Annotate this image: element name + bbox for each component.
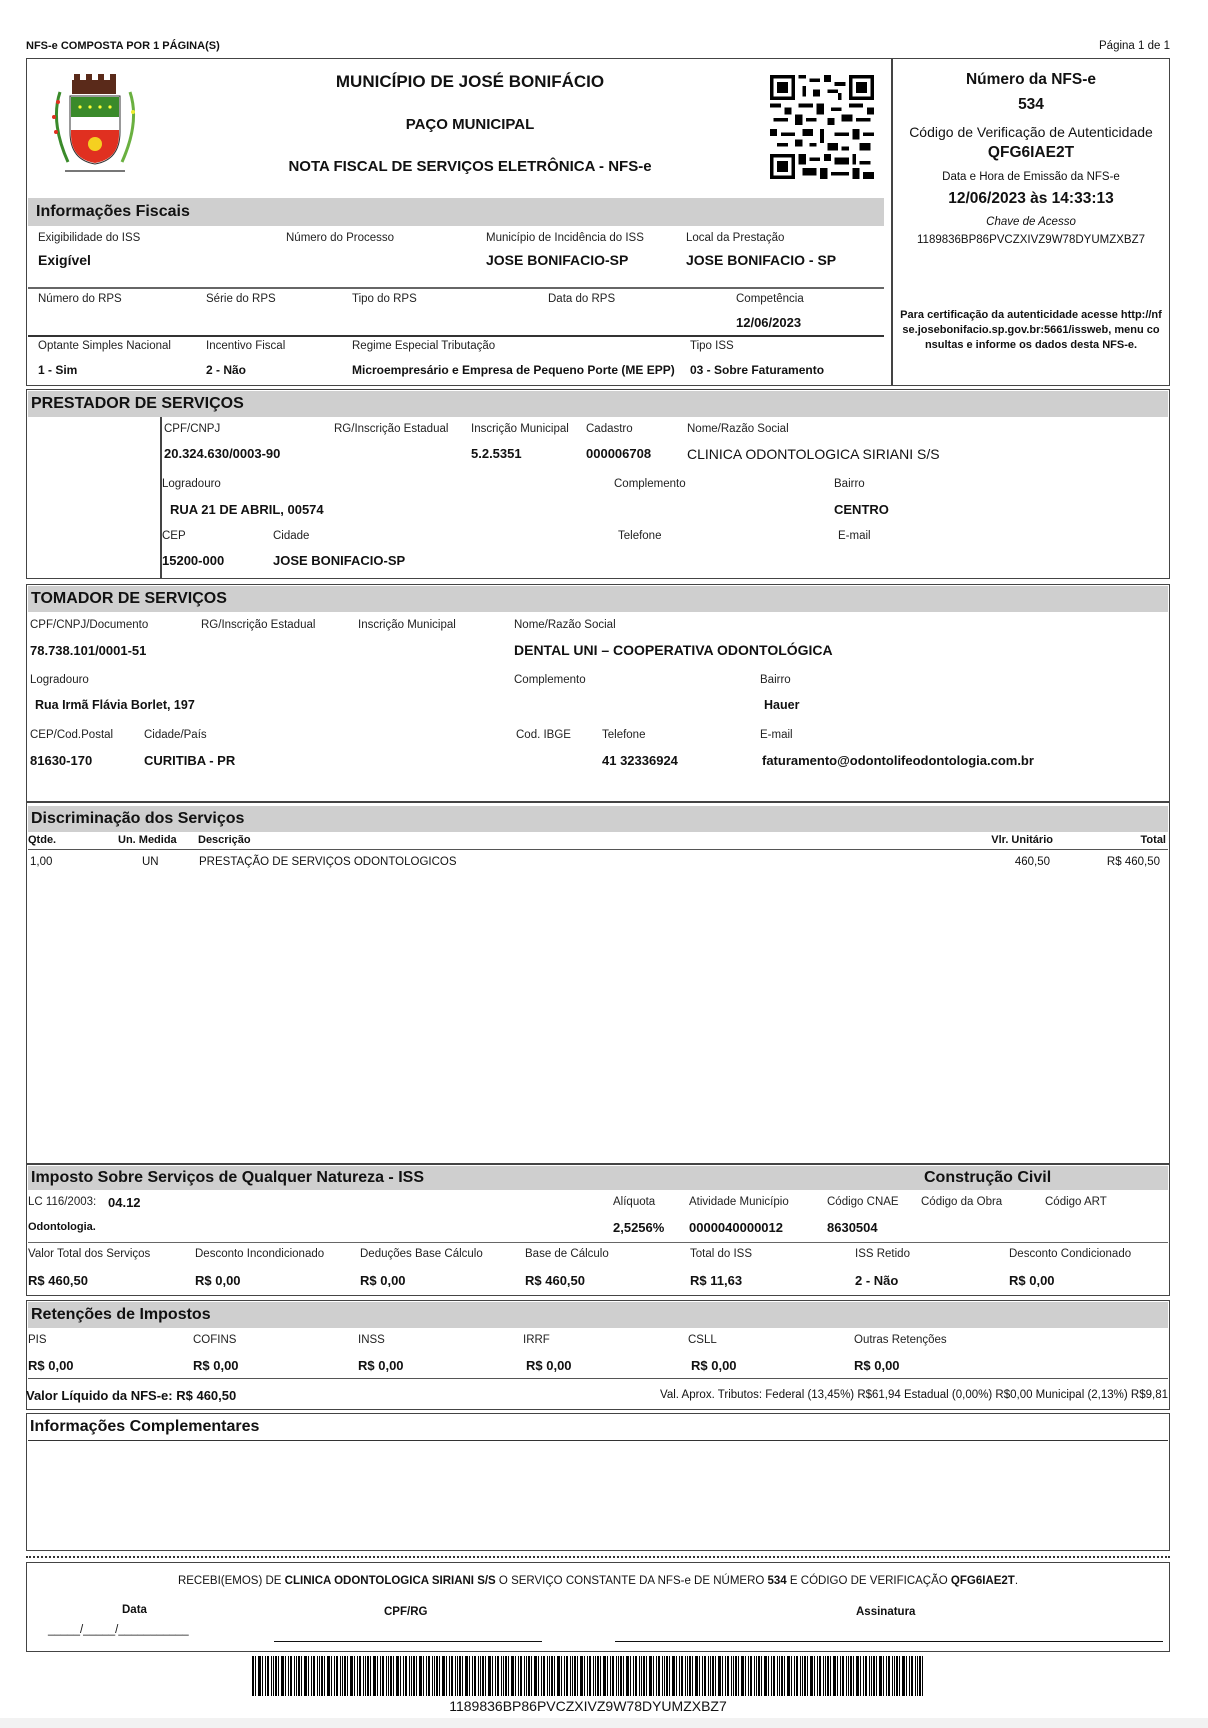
receipt-company: CLINICA ODONTOLOGICA SIRIANI S/S	[284, 1575, 496, 1587]
cofins-value: R$ 0,00	[193, 1358, 239, 1373]
data-rps-label: Data do RPS	[548, 293, 616, 305]
complementares-divider	[28, 1440, 1168, 1441]
prestador-im-label: Inscrição Municipal	[471, 423, 569, 435]
tomador-cidade-value: CURITIBA - PR	[144, 753, 236, 768]
complementares-text	[32, 1446, 1162, 1546]
aliquota-value: 2,5256%	[613, 1220, 665, 1235]
valor-total-value: R$ 460,50	[28, 1273, 88, 1288]
inss-value: R$ 0,00	[358, 1358, 404, 1373]
iss-title: Imposto Sobre Serviços de Qualquer Natureza - ISS	[28, 1166, 1168, 1190]
service-descricao: PRESTAÇÃO DE SERVIÇOS ODONTOLOGICOS	[199, 856, 457, 868]
municipio-incidencia-label: Município de Incidência do ISS	[486, 232, 644, 244]
tomador-cidade-label: Cidade/País	[144, 729, 207, 741]
tomador-doc-label: CPF/CNPJ/Documento	[30, 619, 149, 631]
receipt-data-label: Data	[122, 1604, 147, 1616]
access-key: 1189836BP86PVCZXIVZ9W78DYUMZXBZ7	[917, 234, 1145, 246]
lc-label: LC 116/2003:	[28, 1196, 97, 1208]
municipality-title: MUNICÍPIO DE JOSÉ BONIFÁCIO	[335, 72, 605, 91]
prestador-im-value: 5.2.5351	[471, 446, 522, 461]
valor-liquido: Valor Líquido da NFS-e: R$ 460,50	[26, 1388, 237, 1403]
prestador-rg-label: RG/Inscrição Estadual	[334, 423, 449, 435]
tomador-doc-value: 78.738.101/0001-51	[30, 643, 147, 658]
cnae-value: 8630504	[827, 1220, 878, 1235]
iss-divider	[28, 1242, 1168, 1243]
qr-code-icon	[770, 75, 874, 179]
base-value: R$ 460,50	[525, 1273, 585, 1288]
tomador-telefone-value: 41 32336924	[602, 753, 678, 768]
prestador-logradouro-label: Logradouro	[162, 478, 221, 490]
lc-desc: Odontologia.	[28, 1221, 96, 1233]
aliquota-label: Alíquota	[613, 1196, 656, 1208]
inss-label: INSS	[358, 1334, 385, 1346]
local-prestacao-value: JOSE BONIFACIO - SP	[686, 252, 837, 268]
receipt-data-field[interactable]: _____/_____/___________	[48, 1624, 189, 1636]
incentivo-label: Incentivo Fiscal	[206, 340, 286, 352]
simples-value: 1 - Sim	[38, 363, 78, 377]
prestador-title: PRESTADOR DE SERVIÇOS	[28, 391, 1168, 417]
tomador-ibge-label: Cod. IBGE	[516, 729, 571, 741]
competencia-label: Competência	[736, 293, 804, 305]
receipt-signature-field[interactable]	[615, 1641, 1163, 1642]
prestador-cadastro-label: Cadastro	[586, 423, 633, 435]
tomador-bairro-value: Hauer	[764, 698, 800, 712]
service-unidade: UN	[142, 856, 159, 868]
atividade-value: 0000040000012	[689, 1220, 783, 1235]
receipt-number: 534	[767, 1575, 787, 1587]
prestador-logradouro-value: RUA 21 DE ABRIL, 00574	[170, 502, 324, 517]
tomador-cep-label: CEP/Cod.Postal	[30, 729, 114, 741]
coat-of-arms-icon	[40, 72, 150, 177]
tomador-bairro-label: Bairro	[760, 674, 791, 686]
desc-cond-label: Desconto Condicionado	[1009, 1248, 1132, 1260]
exigibilidade-value: Exigível	[38, 252, 91, 268]
col-total: Total	[1140, 834, 1166, 846]
deducoes-label: Deduções Base Cálculo	[360, 1248, 483, 1260]
irrf-value: R$ 0,00	[526, 1358, 572, 1373]
numero-rps-label: Número do RPS	[38, 293, 122, 305]
prestador-email-label: E-mail	[838, 530, 871, 542]
tomador-logradouro-label: Logradouro	[30, 674, 89, 686]
nfse-number-label: Número da NFS-e	[965, 71, 1097, 88]
desc-incond-label: Desconto Incondicionado	[195, 1248, 325, 1260]
cut-line	[26, 1556, 1170, 1558]
prestador-cnpj-label: CPF/CNPJ	[164, 423, 221, 435]
receipt-text	[26, 1575, 1170, 1587]
service-row	[28, 856, 1168, 872]
regime-value: Microempresário e Empresa de Pequeno Porte (ME EPP)	[352, 363, 675, 377]
prestador-telefone-label: Telefone	[618, 530, 662, 542]
receipt-middle2: E CÓDIGO DE VERIFICAÇÃO	[786, 1575, 951, 1587]
prestador-complemento-label: Complemento	[614, 478, 686, 490]
iss-retido-label: ISS Retido	[855, 1248, 910, 1260]
valor-total-label: Valor Total dos Serviços	[28, 1248, 151, 1260]
outras-label: Outras Retenções	[854, 1334, 947, 1346]
fiscal-info-title: Informações Fiscais	[28, 198, 884, 226]
local-prestacao-label: Local da Prestação	[686, 232, 785, 244]
base-label: Base de Cálculo	[525, 1248, 609, 1260]
csll-label: CSLL	[688, 1334, 717, 1346]
verification-label: Código de Verificação de Autenticidade	[909, 124, 1153, 140]
tomador-rg-label: RG/Inscrição Estadual	[201, 619, 316, 631]
retencoes-title: Retenções de Impostos	[28, 1302, 1168, 1328]
barcode-icon	[252, 1656, 924, 1696]
cofins-label: COFINS	[193, 1334, 237, 1346]
emission-datetime: 12/06/2023 às 14:33:13	[948, 190, 1114, 207]
page-count: Página 1 de 1	[1099, 40, 1170, 52]
deducoes-value: R$ 0,00	[360, 1273, 406, 1288]
tomador-title: TOMADOR DE SERVIÇOS	[28, 586, 1168, 612]
pis-value: R$ 0,00	[28, 1358, 74, 1373]
receipt-suffix: .	[1014, 1575, 1019, 1587]
receipt-prefix: RECEBI(EMOS) DE	[177, 1575, 285, 1587]
iss-retido-value: 2 - Não	[855, 1273, 899, 1288]
desc-cond-value: R$ 0,00	[1009, 1273, 1055, 1288]
construcao-civil-title: Construção Civil	[924, 1169, 1052, 1186]
municipio-incidencia-value: JOSE BONIFACIO-SP	[486, 252, 629, 268]
fiscal-divider-1	[28, 287, 884, 289]
competencia-value: 12/06/2023	[736, 315, 802, 330]
complementares-title: Informações Complementares	[30, 1418, 260, 1435]
service-total: R$ 460,50	[1106, 856, 1160, 868]
tomador-complemento-label: Complemento	[514, 674, 586, 686]
irrf-label: IRRF	[523, 1334, 550, 1346]
tomador-im-label: Inscrição Municipal	[358, 619, 456, 631]
atividade-label: Atividade Município	[689, 1196, 789, 1208]
incentivo-value: 2 - Não	[206, 363, 247, 377]
prestador-cnpj-value: 20.324.630/0003-90	[164, 446, 281, 461]
tomador-nome-value: DENTAL UNI – COOPERATIVA ODONTOLÓGICA	[514, 642, 833, 658]
simples-label: Optante Simples Nacional	[38, 340, 171, 352]
fiscal-divider-2	[28, 335, 884, 337]
tomador-logradouro-value: Rua Irmã Flávia Borlet, 197	[35, 698, 195, 712]
certification-text: Para certificação da autenticidade acesse http://nfse.josebonifacio.sp.gov.br:5661/issweb, menu consultas e informe os dados desta NFS-e.	[900, 309, 1162, 351]
receipt-code: QFG6IAE2T	[950, 1575, 1015, 1587]
prestador-nome-label: Nome/Razão Social	[687, 423, 789, 435]
lc-code: 04.12	[108, 1195, 141, 1210]
receipt-middle: O SERVIÇO CONSTANTE DA NFS-e DE NÚMERO	[495, 1575, 768, 1587]
verification-code: QFG6IAE2T	[987, 144, 1075, 161]
service-unitario: 460,50	[1014, 856, 1050, 868]
exigibilidade-label: Exigibilidade do ISS	[38, 232, 141, 244]
cnae-label: Código CNAE	[827, 1196, 899, 1208]
prestador-bairro-label: Bairro	[834, 478, 865, 490]
tributos-aprox: Val. Aprox. Tributos: Federal (13,45%) R$61,94 Estadual (0,00%) R$0,00 Municipal (2,13%) R$9,81	[660, 1389, 1168, 1401]
services-title: Discriminação dos Serviços	[28, 806, 1168, 832]
prestador-cidade-label: Cidade	[273, 530, 310, 542]
tipo-rps-label: Tipo do RPS	[352, 293, 417, 305]
receipt-assinatura-label: Assinatura	[856, 1606, 916, 1618]
col-qtde: Qtde.	[28, 834, 57, 846]
receipt-cpf-label: CPF/RG	[384, 1606, 428, 1618]
prestador-cep-label: CEP	[162, 530, 186, 542]
tomador-email-value: faturamento@odontolifeodontologia.com.br	[762, 753, 1034, 768]
tomador-box	[26, 584, 1170, 802]
document-title: NOTA FISCAL DE SERVIÇOS ELETRÔNICA - NFS-e	[288, 158, 652, 175]
prestador-bairro-value: CENTRO	[834, 502, 889, 517]
barcode-text: 1189836BP86PVCZXIVZ9W78DYUMZXBZ7	[449, 1698, 727, 1714]
access-key-label: Chave de Acesso	[986, 216, 1076, 228]
prestador-cadastro-value: 000006708	[586, 446, 652, 461]
tomador-email-label: E-mail	[760, 729, 793, 741]
receipt-cpf-field[interactable]	[274, 1641, 542, 1642]
art-label: Código ART	[1045, 1196, 1107, 1208]
retencoes-divider	[28, 1378, 1168, 1379]
composition-label: NFS-e COMPOSTA POR 1 PÁGINA(S)	[26, 40, 220, 52]
pis-label: PIS	[28, 1334, 47, 1346]
regime-label: Regime Especial Tributação	[352, 340, 496, 352]
emission-label: Data e Hora de Emissão da NFS-e	[942, 171, 1120, 183]
prestador-cidade-value: JOSE BONIFACIO-SP	[273, 553, 406, 568]
desc-incond-value: R$ 0,00	[195, 1273, 241, 1288]
tomador-telefone-label: Telefone	[602, 729, 646, 741]
municipality-subtitle: PAÇO MUNICIPAL	[405, 116, 535, 133]
prestador-cep-value: 15200-000	[162, 553, 225, 568]
nfse-number: 534	[1018, 96, 1044, 113]
col-unidade: Un. Medida	[118, 834, 177, 846]
tomador-cep-value: 81630-170	[30, 753, 93, 768]
tomador-nome-label: Nome/Razão Social	[514, 619, 616, 631]
processo-label: Número do Processo	[286, 232, 395, 244]
tipo-iss-label: Tipo ISS	[690, 340, 734, 352]
obra-label: Código da Obra	[921, 1196, 1003, 1208]
tipo-iss-value: 03 - Sobre Faturamento	[690, 363, 825, 377]
service-qtde: 1,00	[30, 856, 53, 868]
col-descricao: Descrição	[198, 834, 251, 846]
prestador-nome-value: CLINICA ODONTOLOGICA SIRIANI S/S	[687, 446, 940, 462]
serie-rps-label: Série do RPS	[206, 293, 276, 305]
outras-value: R$ 0,00	[854, 1358, 900, 1373]
csll-value: R$ 0,00	[691, 1358, 737, 1373]
col-unitario: Vlr. Unitário	[991, 834, 1053, 846]
total-iss-value: R$ 11,63	[690, 1273, 743, 1288]
services-header-divider	[28, 849, 1168, 850]
total-iss-label: Total do ISS	[690, 1248, 753, 1260]
